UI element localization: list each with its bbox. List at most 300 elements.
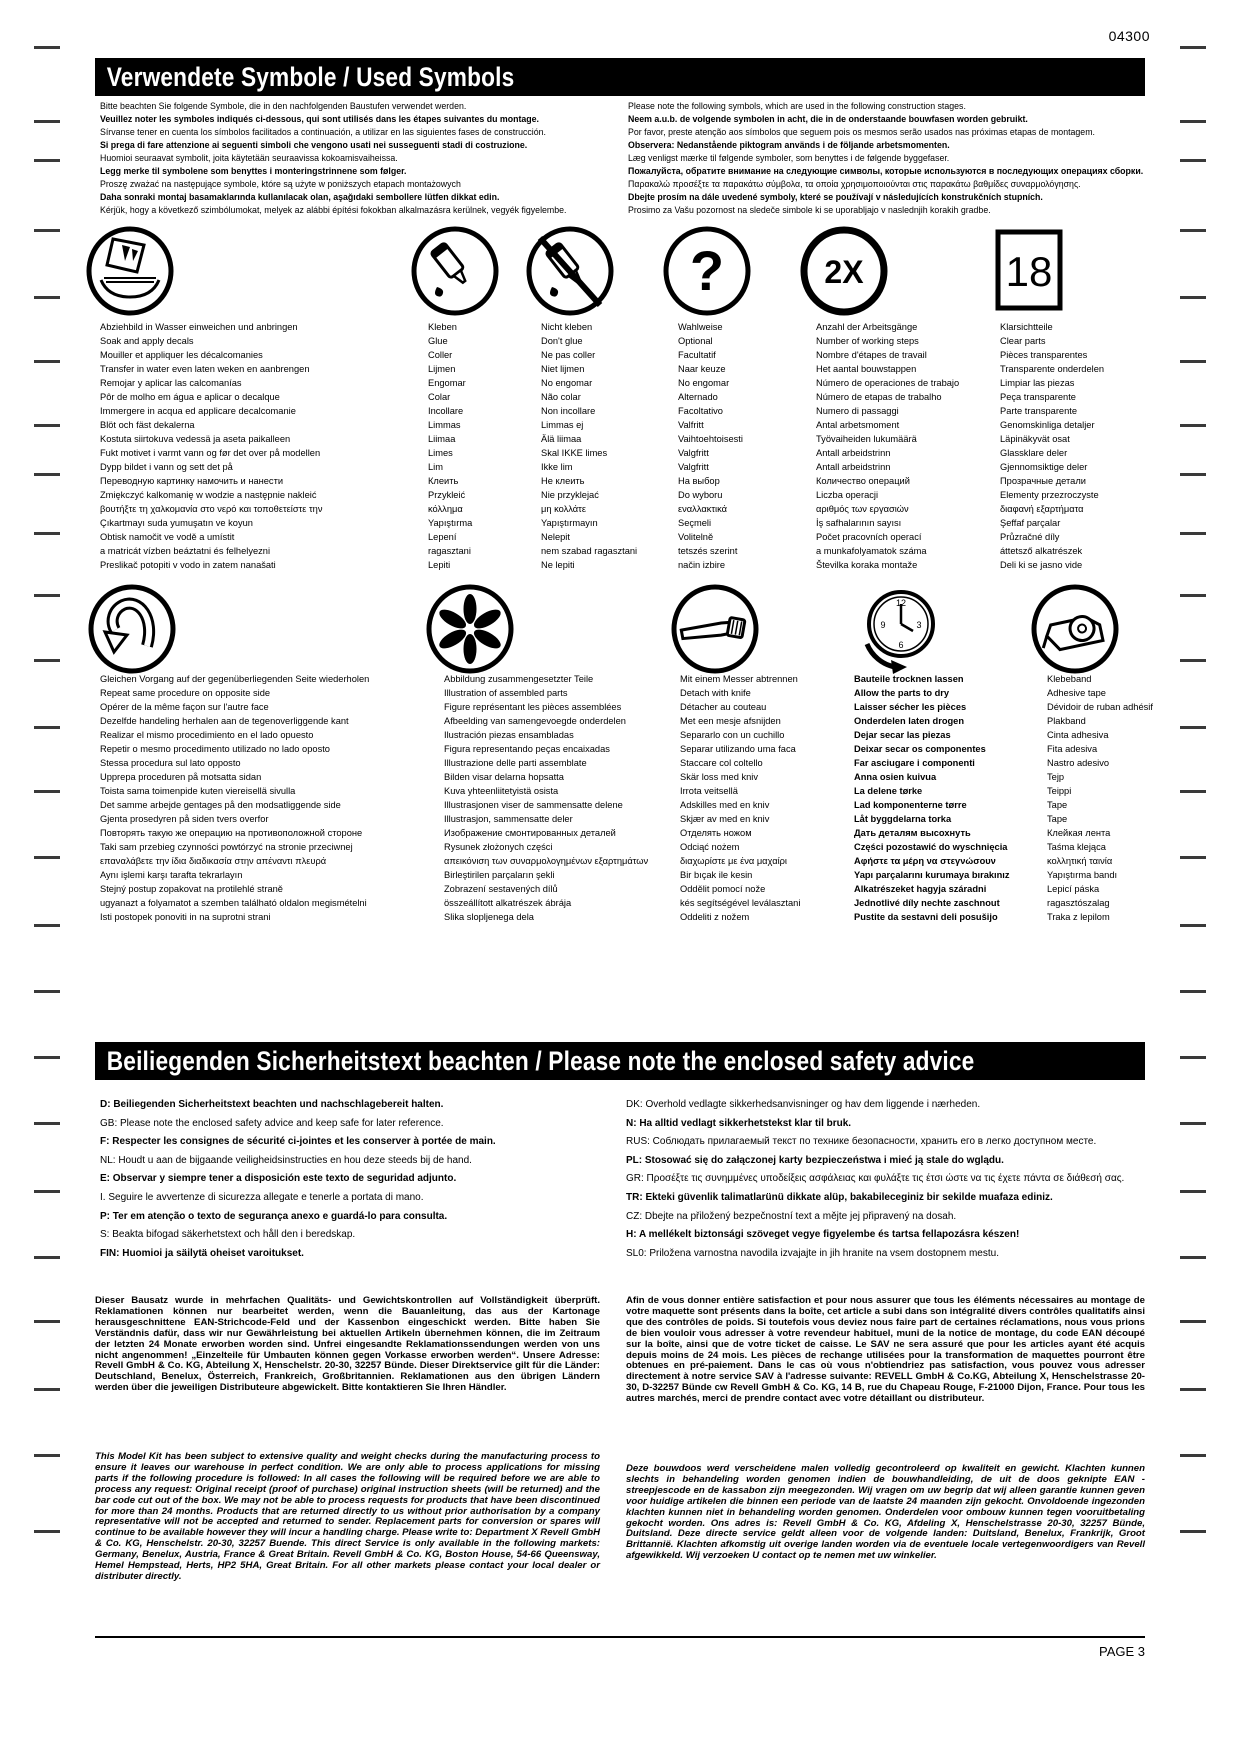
- safety-line: RUS: Соблюдать прилагаемый текст по технике безопасности, хранить его в легко доступном месте.: [626, 1136, 1097, 1148]
- instruction-line: Realizar el mismo procedimiento en el lado opuesto: [100, 730, 314, 740]
- safety-line: I. Seguire le avvertenze di sicurezza allegate e tenerle a portata di mano.: [100, 1191, 424, 1203]
- trim-mark: [34, 296, 60, 299]
- instruction-line: Adhesive tape: [1047, 688, 1106, 698]
- instruction-line: Gjennomsiktige deler: [1000, 462, 1088, 472]
- instruction-line: Kuva yhteenliitetyistä osista: [444, 786, 559, 796]
- instruction-line: Tejp: [1047, 772, 1065, 782]
- instruction-line: Kostuta siirtokuva vedessä ja aseta paikalleen: [100, 434, 291, 444]
- instruction-line: Oddeliti z nožem: [680, 912, 750, 922]
- instruction-line: αριθμός των εργασιών: [816, 504, 909, 514]
- instruction-line: Deli ki se jasno vide: [1000, 560, 1083, 570]
- instruction-line: áttetsző alkatrészek: [1000, 546, 1083, 556]
- soak-decal-instructions: [100, 320, 322, 572]
- instruction-line: Facoltativo: [678, 406, 723, 416]
- instruction-line: Количество операций: [816, 476, 910, 486]
- trim-mark: [1180, 856, 1206, 859]
- trim-mark: [34, 1256, 60, 1259]
- instruction-line: Pustite da sestavni deli posušijo: [854, 912, 998, 922]
- svg-text:3: 3: [916, 620, 922, 630]
- notice-german: Dieser Bausatz wurde in mehrfachen Qualitäts- und Gewichtskontrollen auf Vollständigkeit überprüft. Reklamationen können nur bearbeitet werden, wenn die Bauanleitung, das aus der Kartonage herausgeschnittene EAN-Strichcode-Feld und der Kassenbon eingeschickt werden. Bitte haben Sie Verständnis dafür, dass wir nur Gewährleistung bei aktuellen Artikeln übernehmen können, die im Zeitraum der letzten 24 Monate erworben worden sind. Unfrei eingesandte Reklamationssendungen werden von uns nicht angenommen! „Einzelteile für Umbauten können gegen Vorkasse erworben werden“. Unsere Adresse: Revell GmbH & Co. KG, Abteilung X, Henschelstr. 20-30, 32257 Bünde. Dieser Direktservice gilt für die Länder: Deutschland, Benelux, Österreich, Frankreich, Großbritannien. Reklamationen aus den übrigen Ländern werden über die jeweiligen Distributeure abgewickelt. Bitte kontaktieren Sie Ihren Händler.: [95, 1295, 600, 1394]
- instruction-line: Lim: [428, 462, 443, 472]
- trim-mark: [1180, 726, 1206, 729]
- instruction-line: Afbeelding van samengevoegde onderdelen: [444, 716, 626, 726]
- instruction-line: Blöt och fäst dekalerna: [100, 420, 195, 430]
- notice-english: This Model Kit has been subject to extensive quality and weight checks during the manufacturing process to ensure it leaves our warehouse in perfect condition. We are only able to process applications for missing parts if the following procedure is followed: In all cases the following will be required before we are able to process any request: Original receipt (proof of purchase) original instruction sheets (will be returned) and the bar code cut out of the box. We may not be able to process requests for products that have been discontinued for more than 24 months. Products that are returned directly to us without prior authorisation by a company representative will not be accepted and returned to sender. Replacement parts for conversion or spares will continue to be available however they will incur a handling charge. Please write to: Department X Revell GmbH & Co. KG, Henschelstr. 20-30, 32257 Buende. This direct Service is only available in the following markets: Germany, Benelux, Austria, France & Great Britain. Revell GmbH & Co. KG, Boston House, 54-66 Queensway, Hemel Hempstead, Herts, HP2 5HA, Great Britain. For all other markets please contact your local dealer or distributer directly.: [95, 1451, 600, 1582]
- instruction-line: Taśma klejąca: [1047, 842, 1106, 852]
- trim-mark: [1180, 296, 1206, 299]
- instruction-line: Repetir o mesmo procedimento utilizado no lado oposto: [100, 744, 330, 754]
- instruction-line: κόλλημα: [428, 504, 463, 514]
- instruction-line: Transparente onderdelen: [1000, 364, 1105, 374]
- instruction-line: Alkatrészeket hagyja száradni: [854, 884, 987, 894]
- safety-line: FIN: Huomioi ja säilytä oheiset varoitukset.: [100, 1247, 304, 1259]
- intro-line: Kérjük, hogy a következő szimbólumokat, melyek az alábbi építési fokokban alkalmazásra kerülnek, vegyék figyelembe.: [100, 205, 567, 215]
- instruction-line: Onderdelen laten drogen: [854, 716, 965, 726]
- instruction-line: κολλητική ταινία: [1047, 856, 1113, 866]
- instruction-line: Obtisk namočit ve vodě a umístit: [100, 532, 235, 542]
- soak-decal-icon: [85, 226, 175, 318]
- instruction-line: Volitelně: [678, 532, 714, 542]
- instruction-line: Glassklare deler: [1000, 448, 1068, 458]
- instruction-line: Kleben: [428, 322, 457, 332]
- instruction-line: Não colar: [541, 392, 581, 402]
- instruction-line: ugyanazt a folyamatot a szemben található oldalon megismételni: [100, 898, 367, 908]
- instruction-line: Jednotlivé díly nechte zaschnout: [854, 898, 1000, 908]
- repeat-opposite-arrow-icon: [87, 584, 177, 676]
- instruction-line: Clear parts: [1000, 336, 1046, 346]
- instruction-line: Anna osien kuivua: [854, 772, 937, 782]
- trim-mark: [34, 1122, 60, 1125]
- instruction-line: Plakband: [1047, 716, 1086, 726]
- intro-line: Daha sonraki montaj basamaklarında kullanılacak olan, aşağıdaki sembollere lütfen dikkat edin.: [100, 192, 500, 202]
- instruction-line: Odciąć nożem: [680, 842, 740, 852]
- trim-mark: [34, 990, 60, 993]
- trim-mark: [34, 1454, 60, 1457]
- instruction-line: Engomar: [428, 378, 466, 388]
- instruction-line: ragasztani: [428, 546, 471, 556]
- instruction-line: Abziehbild in Wasser einweichen und anbringen: [100, 322, 298, 332]
- instruction-line: Отделять ножом: [680, 828, 752, 838]
- intro-line: Please note the following symbols, which are used in the following construction stages.: [628, 101, 966, 111]
- instruction-line: Lepicí páska: [1047, 884, 1100, 894]
- safety-advice-title: Beiliegenden Sicherheitstext beachten / Please note the enclosed safety advice: [106, 1045, 975, 1076]
- trim-mark: [34, 159, 60, 162]
- instruction-line: Låt byggdelarna torka: [854, 814, 952, 824]
- instruction-line: Дать деталям высохнуть: [854, 828, 971, 838]
- glue-icon: [410, 226, 500, 318]
- two-times-icon: [799, 226, 889, 318]
- instruction-line: Tape: [1047, 814, 1068, 824]
- instruction-line: Dezelfde handeling herhalen aan de tegenoverliggende kant: [100, 716, 349, 726]
- instruction-line: Ilustración piezas ensambladas: [444, 730, 574, 740]
- instruction-line: Yapıştırma bandı: [1047, 870, 1118, 880]
- instruction-line: Клеить: [428, 476, 459, 486]
- instruction-line: Slika slopljenega dela: [444, 912, 534, 922]
- instruction-line: Переводную картинку намочить и нанести: [100, 476, 284, 486]
- instruction-line: Pièces transparentes: [1000, 350, 1088, 360]
- instruction-line: Не клеить: [541, 476, 585, 486]
- notice-dutch: Deze bouwdoos werd verscheidene malen volledig gecontroleerd op kwaliteit en gewicht. Klachten kunnen slechts in behandeling worden genomen indien de bouwhandleiding, de uit de doos geknipte EAN - streepjescode en de kassabon zijn meegezonden. Wij vragen om uw begrip dat wij alleen garantie kunnen geven voor huidige artikelen die binnen een periode van de laatste 24 maanden zijn gekocht. Onvoldoende ingezonden klachten kunnen niet in behandeling worden genomen. Onderdelen voor ombouw kunnen tegen vooruitbetaling gekocht worden. Ons adres is: Revell GmbH & Co. KG, Afdeling X, Henschelstrasse 20-30, 32257 Bünde, Duitsland. Deze directe service geldt alleen voor de volgende landen: Duitsland, Benelux, Frankrijk, Groot Brittannië. Klachten afkomstig uit overige landen worden via de eventuele locale vertegenwoordigers van Revell afgewikkeld. Wij verzoeken U contact op te nemen met uw winkelier.: [626, 1463, 1145, 1562]
- instruction-line: No engomar: [541, 378, 593, 388]
- trim-mark: [1180, 594, 1206, 597]
- instruction-line: Şeffaf parçalar: [1000, 518, 1061, 528]
- instruction-line: Dévidoir de ruban adhésif: [1047, 702, 1153, 712]
- instruction-line: Separar utilizando uma faca: [680, 744, 796, 754]
- trim-mark: [1180, 1530, 1206, 1533]
- svg-text:?: ?: [689, 239, 725, 302]
- page-number: PAGE 3: [1098, 1644, 1145, 1659]
- instruction-line: Aynı işlemi karşı tarafta tekrarlayın: [100, 870, 243, 880]
- safety-line: NL: Houdt u aan de bijgaande veiligheidsinstructies en hou deze steeds bij de hand.: [100, 1154, 472, 1166]
- instruction-line: Vaihtoehtoisesti: [678, 434, 743, 444]
- instruction-line: Illustration of assembled parts: [444, 688, 568, 698]
- instruction-line: Skjær av med en kniv: [680, 814, 770, 824]
- instruction-line: La delene tørke: [854, 786, 923, 796]
- trim-mark: [1180, 1122, 1206, 1125]
- trim-mark: [1180, 1320, 1206, 1323]
- instruction-line: Mouiller et appliquer les décalcomanies: [100, 350, 263, 360]
- instruction-line: Stejný postup zopakovat na protilehlé straně: [100, 884, 283, 894]
- instruction-line: Počet pracovních operací: [816, 532, 922, 542]
- trim-mark: [1180, 1190, 1206, 1193]
- instruction-line: Preslikač potopiti v vodo in zatem nanašati: [100, 560, 276, 570]
- instruction-line: διαχωρίστε με ένα μαχαίρι: [680, 856, 787, 866]
- instruction-line: Lad komponenterne tørre: [854, 800, 967, 810]
- safety-line: E: Observar y siempre tener a disposición este texto de seguridad adjunto.: [100, 1173, 457, 1185]
- instruction-line: Průzračné díly: [1000, 532, 1060, 542]
- instruction-line: Genomskinliga detaljer: [1000, 420, 1095, 430]
- instruction-line: Soak and apply decals: [100, 336, 194, 346]
- intro-line: Prosimo za Vašu pozornost na sledeče simbole ki se uporabljajo v naslednjih korakih gradbe.: [628, 205, 991, 215]
- trim-mark: [1180, 360, 1206, 363]
- instruction-line: Nicht kleben: [541, 322, 593, 332]
- instruction-line: Remojar y aplicar las calcomanías: [100, 378, 242, 388]
- safety-line: H: A mellékelt biztonsági szöveget vegye figyelembe és tartsa fellapozásra készen!: [626, 1229, 1020, 1241]
- intro-line: Observera: Nedanstående piktogram används i de följande arbetsmomenten.: [628, 140, 950, 150]
- clear-parts-instructions: [1000, 320, 1104, 572]
- adhesive-tape-instructions: [1047, 672, 1153, 924]
- intro-line: Sírvanse tener en cuenta los símbolos facilitados a continuación, a utilizar en las siguientes fases de construcción.: [100, 127, 546, 137]
- instruction-line: Läpinäkyvät osat: [1000, 434, 1070, 444]
- intro-line: Dbejte prosím na dále uvedené symboly, které se používají v následujících konstrukčních stupních.: [628, 192, 1043, 202]
- instruction-line: Figure représentant les pièces assemblées: [444, 702, 622, 712]
- instruction-line: Lepiti: [428, 560, 451, 570]
- instruction-line: Het aantal bouwstappen: [816, 364, 917, 374]
- safety-line: DK: Overhold vedlagte sikkerhedsanvisninger og hav dem liggende i nærheden.: [626, 1099, 981, 1110]
- safety-line: N: Ha alltid vedlagt sikkerhetstekst klar til bruk.: [626, 1117, 852, 1129]
- trim-mark: [34, 532, 60, 535]
- used-symbols-header-bar: [95, 58, 1145, 96]
- trim-mark: [1180, 424, 1206, 427]
- instruction-line: Прозрачные детали: [1000, 476, 1086, 486]
- instruction-line: Toista sama toimenpide kuten viereisellä sivulla: [100, 786, 296, 796]
- instruction-line: Immergere in acqua ed applicare decalcomanie: [100, 406, 296, 416]
- instruction-line: Staccare col coltello: [680, 758, 763, 768]
- trim-mark: [34, 1530, 60, 1533]
- instruction-line: Valfritt: [678, 420, 704, 430]
- instruction-line: Bir bıçak ile kesin: [680, 870, 753, 880]
- instruction-line: Klebeband: [1047, 674, 1092, 684]
- instruction-line: Älä liimaa: [541, 434, 582, 444]
- trim-mark: [1180, 1256, 1206, 1259]
- instruction-line: Gjenta prosedyren på siden tvers overfor: [100, 814, 269, 824]
- instruction-line: Dejar secar las piezas: [854, 730, 951, 740]
- glue-instructions: [428, 320, 472, 572]
- instruction-line: Separarlo con un cuchillo: [680, 730, 785, 740]
- instruction-line: Deixar secar os componentes: [854, 744, 986, 754]
- instruction-line: Liczba operacji: [816, 490, 879, 500]
- trim-mark: [34, 229, 60, 232]
- instruction-line: Αφήστε τα μέρη να στεγνώσουν: [854, 856, 996, 866]
- assembled-parts-instructions: [444, 672, 648, 924]
- trim-mark: [34, 726, 60, 729]
- notice-french: Afin de vous donner entière satisfaction et pour nous assurer que tous les éléments nécessaires au montage de votre maquette sont présents dans la boîte, cet article a subi dans son intégralité divers contrôles qualitatifs ainsi que des contrôles de poids. Si toutefois vous deviez nous faire part de certaines réclamations, nous vous prions de bien vouloir vous adresser à votre revendeur habituel, muni de la notice de montage, du code EAN découpé sur la boîte, ainsi que de votre ticket de caisse. Le SAV ne sera assuré que pour les articles ayant été acquis depuis moins de 24 mois. Les pièces de rechange utilisées pour la transformation de maquettes pourront être obtenues en pré-paiement. Dans le cas où vous n'obtiendriez pas satisfaction, vous pouvez vous adresser directement à notre service SAV à l'adresse suivante: REVELL GmbH & Co.KG, Abteilung X, Henschelstrasse 20-30, D-32257 Bünde cw Revell GmbH & Co. KG, 14 B, rue du Chapeau Rouge, F-21000 Dijon, France. Pour tous les autres marchés, merci de prendre contact avec votre détaillant ou distributeur.: [626, 1295, 1145, 1405]
- instruction-line: Abbildung zusammengesetzter Teile: [444, 674, 594, 684]
- instruction-line: Upprepa proceduren på motsatta sidan: [100, 772, 262, 782]
- dont-glue-icon: [525, 226, 615, 318]
- instruction-line: Liimaa: [428, 434, 456, 444]
- instruction-line: način izbire: [678, 560, 726, 570]
- instruction-line: a munkafolyamatok száma: [816, 546, 927, 556]
- instruction-line: Ikke lim: [541, 462, 573, 472]
- detach-knife-instructions: [680, 672, 800, 924]
- instruction-line: Coller: [428, 350, 453, 360]
- instruction-line: Optional: [678, 336, 713, 346]
- trim-mark: [1180, 473, 1206, 476]
- instruction-line: Irrota veitsellä: [680, 786, 738, 796]
- instruction-line: Mit einem Messer abtrennen: [680, 674, 798, 684]
- clear-parts-18-icon: [984, 228, 1074, 320]
- intro-line: Neem a.u.b. de volgende symbolen in acht, die in de onderstaande bouwfasen worden gebruikt.: [628, 114, 1028, 124]
- instruction-line: İş safhalarının sayısı: [816, 518, 902, 528]
- instruction-line: Niet lijmen: [541, 364, 585, 374]
- safety-line: S: Beakta bifogad säkerhetstext och håll den i beredskap.: [100, 1229, 356, 1241]
- instruction-line: Yapıştırma: [428, 518, 473, 528]
- svg-text:6: 6: [898, 640, 904, 650]
- trim-mark: [1180, 532, 1206, 535]
- instruction-line: Repeat same procedure on opposite side: [100, 688, 271, 698]
- instruction-line: Limpiar las piezas: [1000, 378, 1075, 388]
- instruction-line: Limmas: [428, 420, 461, 430]
- instruction-line: Stessa procedura sul lato opposto: [100, 758, 241, 768]
- instruction-line: Seçmeli: [678, 518, 712, 528]
- trim-mark: [1180, 1056, 1206, 1059]
- instruction-line: Fukt motivet i varmt vann og før det over på modellen: [100, 448, 321, 458]
- instruction-line: Taki sam przebieg czynności powtórzyć na stronie przeciwnej: [100, 842, 353, 852]
- trim-mark: [34, 424, 60, 427]
- instruction-line: Elementy przezroczyste: [1000, 490, 1099, 500]
- trim-mark: [1180, 924, 1206, 927]
- instruction-line: Parte transparente: [1000, 406, 1078, 416]
- instruction-line: kés segítségével leválasztani: [680, 898, 801, 908]
- instruction-line: No engomar: [678, 378, 730, 388]
- instruction-line: Klarsichtteile: [1000, 322, 1053, 332]
- dont-glue-instructions: [541, 320, 637, 572]
- instruction-line: Laisser sécher les pièces: [854, 702, 967, 712]
- safety-line: F: Respecter les consignes de sécurité ci-jointes et les conserver à portée de main.: [100, 1136, 496, 1148]
- instruction-line: διαφανή εξαρτήματα: [1000, 504, 1084, 514]
- intro-line: Пожалуйста, обратите внимание на следующие символы, которые используются в последующих операциях сборки.: [628, 166, 1144, 176]
- footer-rule: [95, 1636, 1145, 1638]
- instruction-line: Peça transparente: [1000, 392, 1076, 402]
- instruction-line: Don't glue: [541, 336, 583, 346]
- intro-line: Huomioi seuraavat symbolit, joita käytetään seuraavissa kokoamisvaiheissa.: [100, 153, 398, 163]
- instruction-line: Incollare: [428, 406, 464, 416]
- trim-mark: [34, 473, 60, 476]
- instruction-line: Det samme arbejde gentages på den modsatliggende side: [100, 800, 341, 810]
- instruction-line: Çıkartmayı suda yumuşatın ve koyun: [100, 518, 253, 528]
- instruction-line: Antal arbetsmoment: [816, 420, 900, 430]
- trim-mark: [34, 790, 60, 793]
- repeat-opposite-instructions: [100, 672, 369, 924]
- trim-mark: [34, 1320, 60, 1323]
- trim-mark: [1180, 1388, 1206, 1391]
- instruction-line: Facultatif: [678, 350, 716, 360]
- instruction-line: Teippi: [1047, 786, 1072, 796]
- trim-mark: [1180, 46, 1206, 49]
- optional-instructions: [678, 320, 743, 572]
- instruction-line: βουτήξτε τη χαλκομανία στο νερό και τοποθετείστε την: [100, 504, 323, 514]
- instruction-line: Glue: [428, 336, 448, 346]
- instruction-line: επαναλάβετε την ίδια διαδικασία στην απέναντι πλευρά: [100, 856, 327, 866]
- instruction-line: Skal IKKE limes: [541, 448, 608, 458]
- instruction-line: Cinta adhesiva: [1047, 730, 1109, 740]
- instruction-line: Ne pas coller: [541, 350, 596, 360]
- trim-mark: [1180, 229, 1206, 232]
- safety-line: TR: Ekteki güvenlik talimatlarünü dikkate alüp, bakabileceginiz bir sekilde muafaza ediniz.: [626, 1191, 1053, 1203]
- adhesive-tape-icon: [1030, 584, 1120, 676]
- instruction-line: Gleichen Vorgang auf der gegenüberliegenden Seite wiederholen: [100, 674, 370, 684]
- trim-mark: [34, 1190, 60, 1193]
- instruction-line: Številka koraka montaže: [816, 560, 918, 570]
- instruction-line: Adskilles med en kniv: [680, 800, 770, 810]
- instruction-line: Birleştirilen parçaların şekli: [444, 870, 555, 880]
- instruction-line: Yapı parçalarını kurumaya bırakınız: [854, 870, 1010, 880]
- trim-mark: [34, 1056, 60, 1059]
- instruction-line: Yapıştırmayın: [541, 518, 598, 528]
- instruction-line: Numero di passaggi: [816, 406, 899, 416]
- instruction-line: Détacher au couteau: [680, 702, 767, 712]
- instruction-line: összeállított alkatrészek ábrája: [444, 898, 572, 908]
- instruction-line: Nombre d'étapes de travail: [816, 350, 927, 360]
- safety-line: PL: Stosować się do załączonej karty bezpieczeństwa i mieć ją stale do wglądu.: [626, 1154, 1004, 1166]
- assembled-parts-asterisk-icon: [425, 584, 515, 676]
- instruction-line: απεικόνιση των συναρμολογημένων εξαρτημάτων: [444, 856, 649, 866]
- document-number: 04300: [1108, 28, 1150, 44]
- instruction-line: Bilden visar delarna hopsatta: [444, 772, 564, 782]
- instruction-line: Colar: [428, 392, 451, 402]
- instruction-line: Allow the parts to dry: [854, 688, 950, 698]
- instruction-line: Zmiękczyć kalkomanię w wodzie a następnie nakleić: [100, 490, 317, 500]
- instruction-line: Naar keuze: [678, 364, 726, 374]
- instruction-line: Oddělit pomocí nože: [680, 884, 766, 894]
- trim-mark: [1180, 159, 1206, 162]
- instruction-line: Alternado: [678, 392, 718, 402]
- trim-mark: [34, 360, 60, 363]
- used-symbols-title: Verwendete Symbole / Used Symbols: [106, 61, 515, 92]
- safety-list-right: [626, 1096, 1124, 1263]
- instruction-line: Illustrazione delle parti assemblate: [444, 758, 587, 768]
- instruction-line: Number of working steps: [816, 336, 919, 346]
- trim-mark: [34, 1388, 60, 1391]
- instruction-line: Figura representando peças encaixadas: [444, 744, 610, 754]
- intro-left: [100, 100, 566, 217]
- instruction-line: εναλλακτικά: [678, 504, 727, 514]
- svg-text:18: 18: [1005, 248, 1053, 295]
- instruction-line: Nie przyklejać: [541, 490, 599, 500]
- instruction-line: Przykleić: [428, 490, 466, 500]
- instruction-line: Zobrazení sestavených dílů: [444, 884, 558, 894]
- instruction-line: Lijmen: [428, 364, 456, 374]
- svg-text:12: 12: [895, 598, 907, 608]
- instruction-line: Limes: [428, 448, 453, 458]
- trim-mark: [34, 924, 60, 927]
- trim-mark: [34, 856, 60, 859]
- instruction-line: Do wyboru: [678, 490, 723, 500]
- intro-line: Veuillez noter les symboles indiqués ci-dessous, qui sont utilisés dans les étapes suivantes du montage.: [100, 114, 539, 124]
- instruction-line: Detach with knife: [680, 688, 751, 698]
- instruction-line: На выбор: [678, 476, 720, 486]
- instruction-line: tetszés szerint: [678, 546, 738, 556]
- trim-mark: [34, 594, 60, 597]
- trim-mark: [34, 120, 60, 123]
- instruction-line: Anzahl der Arbeitsgänge: [816, 322, 918, 332]
- trim-mark: [1180, 120, 1206, 123]
- trim-mark: [1180, 990, 1206, 993]
- instruction-line: μη κολλάτε: [541, 504, 586, 514]
- instruction-line: Ne lepiti: [541, 560, 575, 570]
- safety-line: CZ: Dbejte na přiložený bezpečnostní text a mějte jej připravený na dosah.: [626, 1210, 957, 1222]
- instruction-line: a matricát vízben beáztatni és felhelyezni: [100, 546, 271, 556]
- instruction-line: Lepení: [428, 532, 457, 542]
- instruction-line: Non incollare: [541, 406, 596, 416]
- optional-question-icon: [662, 226, 752, 318]
- intro-line: Por favor, preste atenção aos símbolos que seguem pois os mesmos serão usados nas próximas etapas de montagem.: [628, 127, 1095, 137]
- safety-list-left: [100, 1096, 496, 1263]
- safety-line: GR: Προσέξτε τις συνημμένες υποδείξεις ασφάλειας και φυλάξτε τις έτσι ώστε να τις έχετε πάντα σε διάθεσή σας.: [626, 1173, 1125, 1185]
- instruction-line: Bauteile trocknen lassen: [854, 674, 964, 684]
- instruction-line: Traka z lepilom: [1047, 912, 1110, 922]
- instruction-line: Tape: [1047, 800, 1068, 810]
- instruction-line: Opérer de la même façon sur l'autre face: [100, 702, 269, 712]
- drying-clock-icon: [855, 584, 945, 676]
- instruction-line: ragasztószalag: [1047, 898, 1110, 908]
- instruction-line: Työvaiheiden lukumäärä: [816, 434, 917, 444]
- instruction-line: Limmas ej: [541, 420, 584, 430]
- instruction-line: Valgfritt: [678, 462, 709, 472]
- instruction-line: Rysunek złożonych części: [444, 842, 553, 852]
- instruction-line: Fita adesiva: [1047, 744, 1098, 754]
- instruction-line: Dypp bildet i vann og sett det på: [100, 462, 233, 472]
- instruction-line: Skär loss med kniv: [680, 772, 759, 782]
- instruction-line: Illustrasjonen viser de sammensatte delene: [444, 800, 623, 810]
- instruction-line: Número de operaciones de trabajo: [816, 378, 960, 388]
- safety-line: P: Ter em atenção o texto de segurança anexo e guardá-lo para consulta.: [100, 1210, 448, 1222]
- intro-line: Proszę zważać na następujące symbole, które są użyte w poniższych etapach montażowych: [100, 179, 461, 189]
- instruction-line: Valgfritt: [678, 448, 709, 458]
- trim-mark: [1180, 659, 1206, 662]
- intro-line: Bitte beachten Sie folgende Symbole, die in den nachfolgenden Baustufen verwendet werden.: [100, 101, 467, 111]
- instruction-line: Nastro adesivo: [1047, 758, 1110, 768]
- safety-advice-header-bar: [95, 1042, 1145, 1080]
- instruction-line: Isti postopek ponoviti in na suprotni strani: [100, 912, 271, 922]
- trim-mark: [34, 659, 60, 662]
- instruction-line: Клейкая лента: [1047, 828, 1111, 838]
- instruction-line: Illustrasjon, sammensatte deler: [444, 814, 573, 824]
- safety-line: D: Beiliegenden Sicherheitstext beachten und nachschlagebereit halten.: [100, 1099, 444, 1110]
- safety-line: GB: Please note the enclosed safety advice and keep safe for later reference.: [100, 1117, 444, 1129]
- trim-mark: [34, 46, 60, 49]
